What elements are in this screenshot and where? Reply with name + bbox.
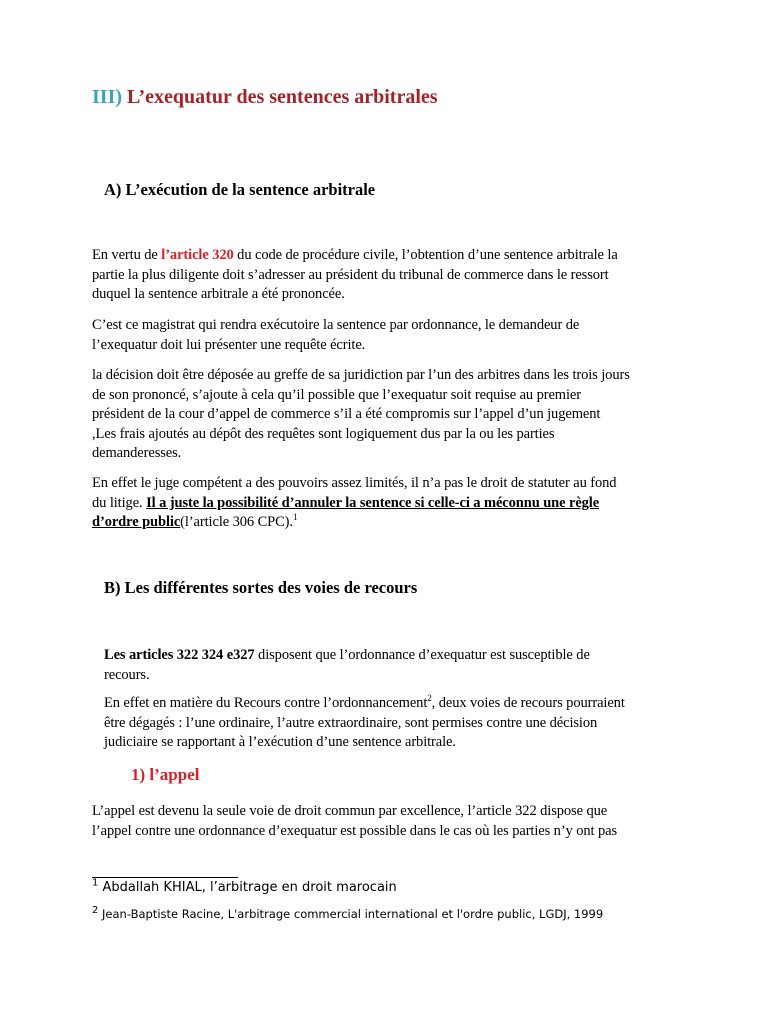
section-b-paragraph-3 — [92, 802, 617, 841]
section-a-paragraph-1 — [92, 246, 618, 305]
emphasized-text: d’ordre public — [92, 514, 181, 530]
footnote-text: Jean-Baptiste Racine, L'arbitrage commercial international et l'ordre public, LGDJ, 1999 — [98, 907, 604, 921]
section-a-paragraph-3 — [92, 366, 630, 464]
section-3-title: L’exequatur des sentences arbitrales — [127, 86, 438, 108]
text-line: partie la plus diligente doit s’adresser au président du tribunal de commerce dans le ressort — [92, 266, 609, 283]
text-line: En effet en matière du Recours contre l’ordonnancement$^2$, deux voies de recours pourraient — [104, 693, 625, 711]
text-line: En effet le juge compétent a des pouvoirs assez limités, il n’a pas le droit de statuter au fond — [92, 475, 617, 491]
section-b-paragraph-1 — [104, 646, 590, 685]
footnote-2 — [92, 907, 603, 921]
text-line: de son prononcé, s’ajoute à cela qu’il possible que l’exequatur soit requise au premier — [92, 386, 581, 403]
footnote-mark: 2 — [92, 905, 99, 917]
footnote-1 — [92, 877, 397, 895]
text-line: demanderesses. — [92, 445, 182, 461]
article-320-reference: l’article 320 — [161, 247, 234, 263]
articles-reference: Les articles 322 324 e327 — [104, 647, 255, 663]
text-line: En vertu de l’article 320 du code de procédure civile, l’obtention d’une sentence arbitrale la — [92, 247, 618, 263]
text-line: d’ordre public(l’article 306 CPC).$^1$ — [92, 512, 298, 530]
footnote-separator — [92, 877, 238, 878]
footnote-ref-2: 2 — [427, 693, 432, 704]
text-line: l’appel contre une ordonnance d’exequatur est possible dans le cas où les parties n’y ont pas — [92, 822, 618, 839]
text-line: C’est ce magistrat qui rendra exécutoire la sentence par ordonnance, le demandeur de — [92, 317, 580, 333]
section-a-paragraph-4 — [92, 474, 616, 533]
section-a-paragraph-2 — [92, 316, 579, 355]
text-line: la décision doit être déposée au greffe de sa juridiction par l’un des arbitres dans les trois jours — [92, 367, 630, 383]
section-a-heading: A) L’exécution de la sentence arbitrale — [104, 180, 376, 199]
text-line: judiciaire se rapportant à l’exécution d’une sentence arbitrale. — [104, 734, 456, 750]
text-line: ,Les frais ajoutés au dépôt des requêtes sont logiquement dus par la ou les parties — [92, 425, 555, 442]
section-3-number: III) — [92, 86, 123, 108]
text-line: président de la cour d’appel de commerce s’il a été compromis sur l’appel d’un jugement — [92, 406, 601, 422]
footnote-mark: 1 — [92, 877, 99, 889]
text-line: l’exequatur doit lui présenter une requête écrite. — [92, 336, 366, 353]
text-line: du litige. Il a juste la possibilité d’annuler la sentence si celle-ci a méconnu une règle — [92, 494, 600, 511]
text-line: être dégagés : l’une ordinaire, l’autre extraordinaire, sont permises contre une décision — [104, 714, 598, 731]
section-b-paragraph-2 — [104, 694, 625, 753]
emphasized-text: Il a juste la possibilité d’annuler la sentence si celle-ci a méconnu une règle — [146, 494, 600, 511]
text-line: Les articles 322 324 e327 disposent que l’ordonnance d’exequatur est susceptible de — [104, 647, 590, 663]
section-3-heading — [92, 86, 438, 109]
section-b-heading: B) Les différentes sortes des voies de recours — [104, 578, 418, 597]
text-line: L’appel est devenu la seule voie de droit commun par excellence, l’article 322 dispose que — [92, 803, 608, 819]
text-line: duquel la sentence arbitrale a été prononcée. — [92, 286, 345, 302]
text-line: recours. — [104, 666, 150, 683]
footnote-text: Abdallah KHIAL, l’arbitrage en droit marocain — [98, 880, 397, 895]
footnote-ref-1: 1 — [292, 512, 298, 523]
subsection-appel-heading: 1) l’appel — [131, 765, 200, 784]
